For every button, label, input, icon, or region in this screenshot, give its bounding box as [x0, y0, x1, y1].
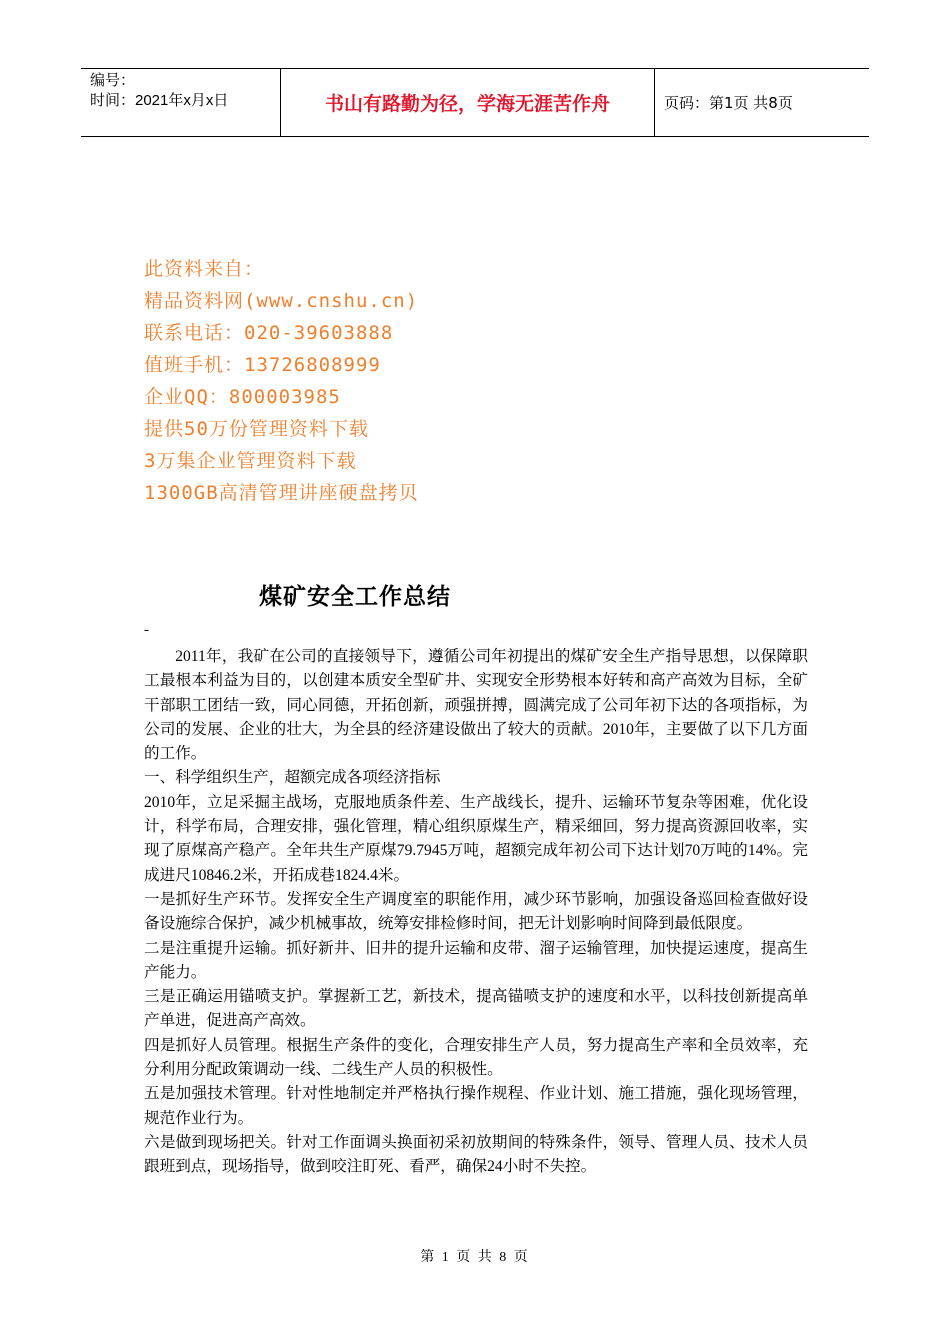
dash-marker: - — [144, 622, 149, 638]
promo-line: 1300GB高清管理讲座硬盘拷贝 — [144, 482, 419, 504]
body-paragraph: 六是做到现场把关。针对工作面调头换面初采初放期间的特殊条件，领导、管理人员、技术人员跟班到点，现场指导，做到咬注盯死、看严，确保24小时不失控。 — [144, 1133, 808, 1176]
promo-block — [144, 253, 419, 509]
page-label: 页码：第1页 共8页 — [664, 94, 793, 112]
header-meta-cell — [81, 69, 281, 136]
promo-line: 值班手机：13726808999 — [144, 354, 381, 376]
body-paragraph: 三是正确运用锚喷支护。掌握新工艺，新技术，提高锚喷支护的速度和水平，以科技创新提高单产单进，促进高产高效。 — [144, 988, 808, 1030]
body-paragraph: 2010年，立足采掘主战场，克服地质条件差、生产战线长，提升、运输环节复杂等困难，优化设计，科学布局，合理安排，强化管理，精心组织原煤生产，精采细回，努力提高资源回收率，实现了原煤高产稳产。全年共生产原煤79.7945万吨，超额完成年初公司下达计划70万吨的14%。完成进尺10846.2米，开拓成巷1824.4米。 — [144, 793, 808, 884]
body-paragraph: 一是抓好生产环节。发挥安全生产调度室的职能作用，减少环节影响，加强设备巡回检查做好设备设施综合保护，减少机械事故，统筹安排检修时间，把无计划影响时间降到最低限度。 — [144, 890, 808, 933]
header-motto-cell — [281, 69, 655, 136]
header-page-cell — [655, 69, 869, 136]
section-heading: 一、科学组织生产，超额完成各项经济指标 — [144, 769, 441, 787]
page-footer: 第 1 页 共 8 页 — [420, 1250, 530, 1265]
promo-line: 精品资料网(www.cnshu.cn) — [144, 290, 419, 312]
promo-line: 此资料来自： — [144, 258, 265, 280]
motto-text: 书山有路勤为径，学海无涯苦作舟 — [324, 93, 610, 115]
document-title: 煤矿安全工作总结 — [259, 584, 451, 610]
header-table — [81, 68, 869, 137]
promo-line: 企业QQ：800003985 — [144, 386, 341, 408]
body-paragraph: 2011年，我矿在公司的直接领导下，遵循公司年初提出的煤矿安全生产指导思想，以保障职工最根本利益为目的，以创建本质安全型矿井、实现安全形势根本好转和高产高效为目标，全矿干部职工团结一致，同心同德，开拓创新，顽强拼搏，圆满完成了公司年初下达的各项指标，为公司的发展、企业的壮大，为全县的经济建设做出了较大的贡献。2010年，主要做了以下几方面的工作。 — [144, 648, 808, 763]
body-paragraph: 四是抓好人员管理。根据生产条件的变化，合理安排生产人员，努力提高生产率和全员效率，充分利用分配政策调动一线、二线生产人员的积极性。 — [144, 1036, 808, 1079]
body-paragraph: 二是注重提升运输。抓好新井、旧井的提升运输和皮带、溜子运输管理，加快提运速度，提高生产能力。 — [144, 939, 808, 981]
promo-line: 提供50万份管理资料下载 — [144, 418, 369, 440]
date-label: 时间：2021年x月x日 — [90, 92, 229, 109]
document-body — [144, 645, 808, 1180]
number-label: 编号： — [90, 72, 136, 89]
promo-line: 联系电话：020-39603888 — [144, 322, 394, 344]
promo-line: 3万集企业管理资料下载 — [144, 450, 357, 472]
body-paragraph: 五是加强技术管理。针对性地制定并严格执行操作规程、作业计划、施工措施，强化现场管理，规范作业行为。 — [144, 1085, 808, 1127]
